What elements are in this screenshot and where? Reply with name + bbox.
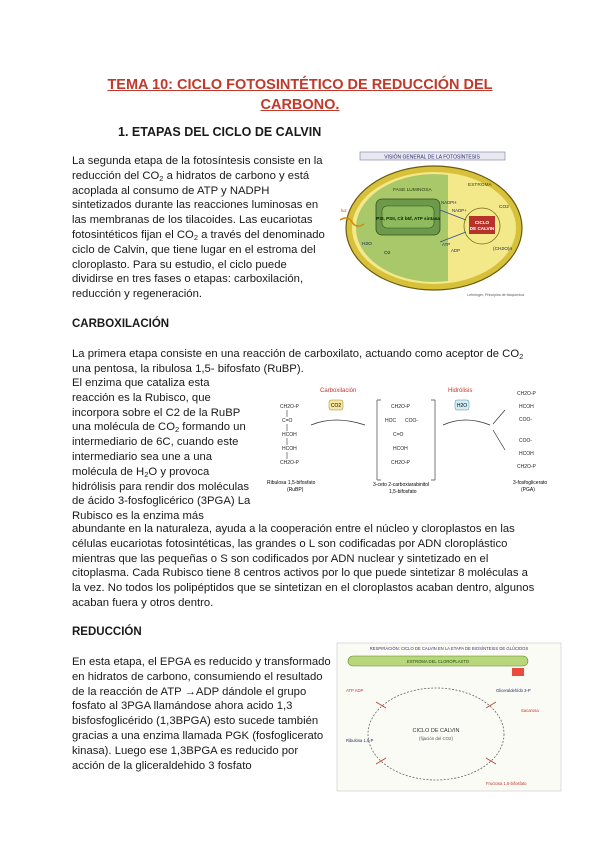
pga2-c1: COO- xyxy=(519,438,533,444)
rubp-structure xyxy=(280,404,300,466)
text-line: La primera etapa consiste en una reacción de carboxilato, actuando como aceptor de $CO_2$ xyxy=(72,348,524,361)
sugar-label: (CH2O)n xyxy=(493,247,513,252)
left-label-2: Ribulosa 1,5-P xyxy=(346,738,374,743)
title-line-2: CARBONO. xyxy=(260,97,340,113)
left-label: FASE LUMINOSA xyxy=(393,188,432,193)
rubp-c1: CH2O-P xyxy=(280,404,299,410)
rubp-c4: HCOH xyxy=(282,446,297,452)
paragraph-reduccion xyxy=(72,655,334,773)
bottom-label: Fructosa 1,6-bifosfato xyxy=(486,781,527,786)
center-label-1: CICLO DE CALVIN xyxy=(412,728,460,734)
text-line: intermediario sea une a una xyxy=(72,450,213,463)
text-line: fotosintéticos fijan el $CO_2$ a través del denominado xyxy=(72,228,325,242)
h2o-label: H2O xyxy=(362,242,372,247)
adp-label: ADP xyxy=(451,248,461,253)
text-line: sintetizados durante las reacciones luminosas en xyxy=(72,199,319,212)
right-label-1: Gliceraldehído 3-P xyxy=(496,688,531,693)
text-line: acaban fuera y otros dentro. xyxy=(72,596,214,609)
pga1-c1: COO- xyxy=(519,417,533,423)
text-line: En esta etapa, el EPGA es reducido y transformado xyxy=(72,656,331,668)
left-label-1: ATP ADP xyxy=(346,688,364,693)
right-label-2: Sacarosa xyxy=(521,708,539,713)
text-line: de la reacción de ATP →ADP dándole el grupo xyxy=(72,685,307,698)
paragraph-intro xyxy=(72,154,325,302)
figure-carboxylation-reaction xyxy=(265,380,565,502)
text-line: reducción y regeneración. xyxy=(72,288,202,301)
mid-c5: CH2O-P xyxy=(391,460,410,466)
text-fragment: formando un xyxy=(179,421,246,434)
text-line: fosfato al 3PGA llamándose ahora acido 1,3 xyxy=(72,700,293,713)
title-line-1: TEMA 10: CICLO FOTOSINTÉTICO DE REDUCCIÓN DEL xyxy=(107,77,493,93)
mid-c1: CH2O-P xyxy=(391,404,410,410)
split-arrows xyxy=(493,410,505,450)
text-line: abundante en la naturaleza, ayuda a la cooperación entre el núcleo y cloroplastos en las xyxy=(72,523,515,535)
h2o-label: H2O xyxy=(456,403,468,409)
nadp-label: NADP+ xyxy=(452,208,467,213)
section-heading-reduccion: REDUCCIÓN xyxy=(72,626,142,638)
text-line: molécula de $H_2O$ y provoca xyxy=(72,465,210,479)
light-label: luz xyxy=(341,208,347,213)
figure-calvin-cycle xyxy=(336,642,562,792)
co2-label: CO2 xyxy=(330,403,342,409)
calvin-label-2: DE CALVIN xyxy=(469,226,495,231)
text-fragment: a hidratos de carbono y está xyxy=(163,169,310,182)
text-line: La segunda etapa de la fotosíntesis consiste en la xyxy=(72,155,323,167)
text-line: citoplasma. Cada Rubisco tiene 8 centros activos por lo que puede sintetizar 8 moléculas a xyxy=(72,567,528,580)
nadph-label: NADPH xyxy=(441,200,457,205)
center-label-2: (fijación del CO2) xyxy=(419,736,453,741)
rubp-c2: C=O xyxy=(282,418,293,424)
intermediate-brackets xyxy=(377,400,435,480)
intermediate-name: 3-ceto 2-carboxiarabinitol xyxy=(373,482,430,488)
text-fragment: molécula de H xyxy=(72,465,145,478)
text-line: ciclo de Calvin, que tiene lugar en el estroma del xyxy=(72,243,316,256)
figure-header: VISIÓN GENERAL DE LA FOTOSÍNTESIS xyxy=(384,154,480,161)
calvin-label-1: CICLO xyxy=(474,220,490,225)
text-fragment: reducción del CO xyxy=(72,169,160,182)
text-line: mientras que las pequeñas o S son codificados por ADN nuclear y sintetizado en el xyxy=(72,552,489,565)
mid-coo: COO- xyxy=(405,418,419,424)
text-fragment: fotosintéticos fijan el CO xyxy=(72,228,194,241)
intermediate-name-2: 1,5-bifosfato xyxy=(389,489,417,495)
text-line: intermediario de 6C, cuando este xyxy=(72,436,239,449)
pga1-c3: CH2O-P xyxy=(517,391,536,397)
text-line: una molécula de $CO_2$ formando un xyxy=(72,421,246,435)
figure-header: RESPIRACIÓN: CICLO DE CALVIN EN LA ETAPA DE BIOSÍNTESIS DE GLÚCIDOS xyxy=(369,646,529,651)
section-heading-carboxilacion: CARBOXILACIÓN xyxy=(72,318,170,330)
carboxylation-arrow xyxy=(311,420,365,425)
page-title xyxy=(60,75,540,115)
center-box-text: PSI, PSII, Cit b6f, ATP sintasa xyxy=(376,216,440,221)
hydrolysis-arrow xyxy=(443,420,490,425)
text-line: acción de la gliceraldehido 3 fosfato xyxy=(72,759,252,772)
text-line: de ácido 3-fosfoglicérico (3PGA) La xyxy=(72,495,251,508)
text-fragment: La primera etapa consiste en una reacción de carboxilato, actuando como aceptor de CO xyxy=(72,348,520,360)
text-line: una pentosa, la ribulosa 1,5- bifosfato (RuBP). xyxy=(72,362,304,375)
o2-label: O2 xyxy=(384,251,391,256)
text-line: kinasa). Luego ese 1,3BPGA es reducido por xyxy=(72,744,299,757)
pga1-c2: HCOH xyxy=(519,404,534,410)
text-line: la vez. No todos los polipéptidos que se sintetizan en el cloroplastos acaban dentro, algunos xyxy=(72,582,535,595)
text-line: reducción del $CO_2$ a hidratos de carbono y está xyxy=(72,169,310,183)
rubp-abbr: (RuBP) xyxy=(287,487,304,493)
paragraph-rubisco xyxy=(72,376,267,524)
text-line: Rubisco es la enzima más xyxy=(72,510,204,523)
section-heading-etapas: 1. ETAPAS DEL CICLO DE CALVIN xyxy=(118,125,322,139)
text-line: células eucariotas fotosintéticas, las grandes o L son codificadas por ADN cloroplástico xyxy=(72,537,508,550)
text-line: bisfosfoglicérido (1,3BPGA) esto sucede también xyxy=(72,715,319,728)
intermediate-structure xyxy=(385,404,418,466)
hydrolysis-title: Hidrólisis xyxy=(448,388,473,394)
pga2-c3: CH2O-P xyxy=(517,464,536,470)
paragraph-carboxilacion-intro xyxy=(72,347,532,377)
text-line: acoplada al consumo de ATP y NADPH xyxy=(72,184,270,197)
text-line: cloroplasto. Para su estudio, el ciclo puede xyxy=(72,258,287,271)
text-line: reacción es la Rubisco, que xyxy=(72,391,211,404)
text-fragment: una molécula de CO xyxy=(72,421,175,434)
text-fragment: a través del denominado xyxy=(197,228,325,241)
mid-c3: C=O xyxy=(393,432,404,438)
pga-abbr: (PGA) xyxy=(521,487,535,493)
pga2-c2: HCOH xyxy=(519,451,534,457)
rubp-name: Ribulosa 1,5-bifosfato xyxy=(267,480,316,486)
mid-c4: HCOH xyxy=(393,446,408,452)
text-line: las membranas de los tilacoides. Las eucariotas xyxy=(72,214,313,227)
rubp-c5: CH2O-P xyxy=(280,460,299,466)
text-line: incorpora sobre el C2 de la RuBP xyxy=(72,406,241,419)
calvin-box xyxy=(469,216,495,234)
mid-c2: HOC xyxy=(385,418,397,424)
text-line: gracias a una enzima llamada PGK (fosfoglicerato xyxy=(72,729,324,742)
text-line: dividirse en tres fases o etapas: carboxilación, xyxy=(72,273,304,286)
text-line: El enzima que cataliza esta xyxy=(72,377,210,389)
text-fragment: O y provoca xyxy=(148,465,210,478)
text-line: en hidratos de carbono, consumiendo el resultado xyxy=(72,670,323,683)
atp-label: ATP xyxy=(442,242,451,247)
co2-label: CO2 xyxy=(499,205,509,210)
text-line: hidrólisis para rendir dos moléculas xyxy=(72,480,250,493)
red-marker xyxy=(512,668,524,676)
pga-name: 3-fosfoglicerato xyxy=(513,480,548,486)
pga-structures xyxy=(517,391,537,470)
paragraph-rubisco-continued xyxy=(72,522,535,611)
carboxylation-title: Carboxilación xyxy=(320,388,357,394)
top-label: ESTROMA DEL CLOROPLASTO xyxy=(406,659,470,664)
rubp-c3: HCOH xyxy=(282,432,297,438)
figure-caption: Lehninger, Principios de bioquímica xyxy=(467,293,524,297)
figure-photosynthesis-overview xyxy=(338,150,526,302)
right-sub-label: ESTROMA xyxy=(468,183,492,188)
